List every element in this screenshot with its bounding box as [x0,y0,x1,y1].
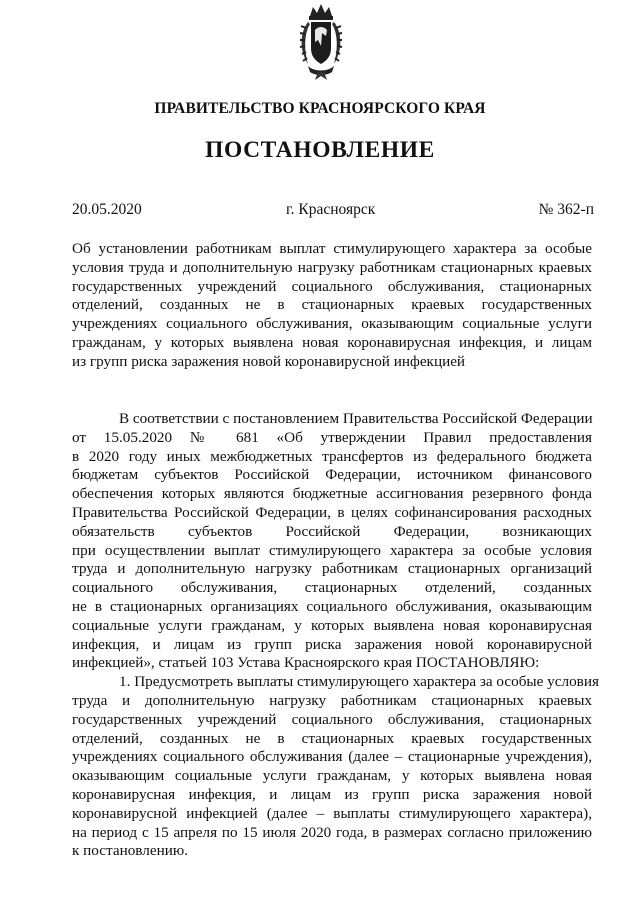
document-type: ПОСТАНОВЛЕНИЕ [205,137,435,163]
title-line: гражданам, у которых выявлена новая коронавирусная инфекция, и лицам [72,333,592,351]
preamble-line: обязательств субъектов Российской Федерации, возникающих [72,522,592,540]
title-line: учреждениях социального обслуживания, оказывающим социальные услуги [72,315,592,333]
preamble-line: труда и дополнительную нагрузку работникам стационарных организаций [72,560,592,578]
item-1-line: 1. Предусмотреть выплаты стимулирующего характера за особые условия [119,673,599,691]
preamble-line: не в стационарных организациях социального обслуживания, оказывающим [72,597,592,615]
preamble-line: социального обслуживания, стационарных отделений, созданных [72,579,592,597]
krasnoyarsk-coat-of-arms-icon [296,2,346,82]
item-1-line: к постановлению. [72,842,188,860]
document-body [72,410,599,861]
preamble-line: инфекцией», статьей 103 Устава Красноярского края ПОСТАНОВЛЯЮ: [72,654,540,672]
preamble-line: В соответствии с постановлением Правительства Российской Федерации [119,410,593,427]
title-line: Об установлении работникам выплат стимулирующего характера за особые [72,240,592,257]
document-number: № 362-п [538,201,594,218]
preamble-line: Правительства Российской Федерации, в целях софинансирования расходных [72,503,592,521]
preamble-line: обеспечения которых являются бюджетные ассигнования резервного фонда [72,485,592,503]
item-1-line: коронавирусной инфекцией (далее – выплаты стимулирующего характера), [72,804,592,822]
government-name: ПРАВИТЕЛЬСТВО КРАСНОЯРСКОГО КРАЯ [154,100,486,117]
item-1-line: на период с 15 апреля по 15 июля 2020 года, в размерах согласно приложению [72,823,592,841]
document-city: г. Красноярск [286,201,376,218]
title-line: условия труда и дополнительную нагрузку работникам стационарных краевых [72,258,592,276]
item-1-line: отделений, созданных не в стационарных краевых государственных [72,729,592,747]
document-title [72,240,592,372]
item-1-line: учреждениях социального обслуживания (далее – стационарные учреждения), [72,748,592,766]
preamble-line: социальные услуги гражданам, у которых выявлена новая коронавирусная [72,616,592,634]
item-1-line: государственных учреждений социального обслуживания, стационарных [72,710,592,728]
preamble-line: при осуществлении выплат стимулирующего характера за особые условия [72,541,592,559]
title-line: из групп риска заражения новой коронавирусной инфекцией [72,352,466,370]
document-meta [72,201,592,221]
item-1-line: оказывающим социальные услуги гражданам, у которых выявлена новая [72,767,592,785]
preamble-line: в 2020 году иных межбюджетных трансфертов из федерального бюджета [72,447,592,465]
title-line: государственных учреждений социального обслуживания, стационарных [72,277,592,295]
title-line: отделений, созданных не в стационарных краевых государственных [72,296,592,314]
preamble-line: от 15.05.2020 № 681 «Об утверждении Правил предоставления [72,428,592,446]
preamble-line: инфекция, и лицам из групп риска заражения новой коронавирусной [72,635,592,653]
item-1-line: труда и дополнительную нагрузку работникам стационарных краевых [72,691,592,709]
item-1-line: коронавирусная инфекция, и лицам из групп риска заражения новой [72,785,592,803]
preamble-line: бюджетам субъектов Российской Федерации, источником финансового [72,466,592,484]
document-date: 20.05.2020 [72,201,142,218]
